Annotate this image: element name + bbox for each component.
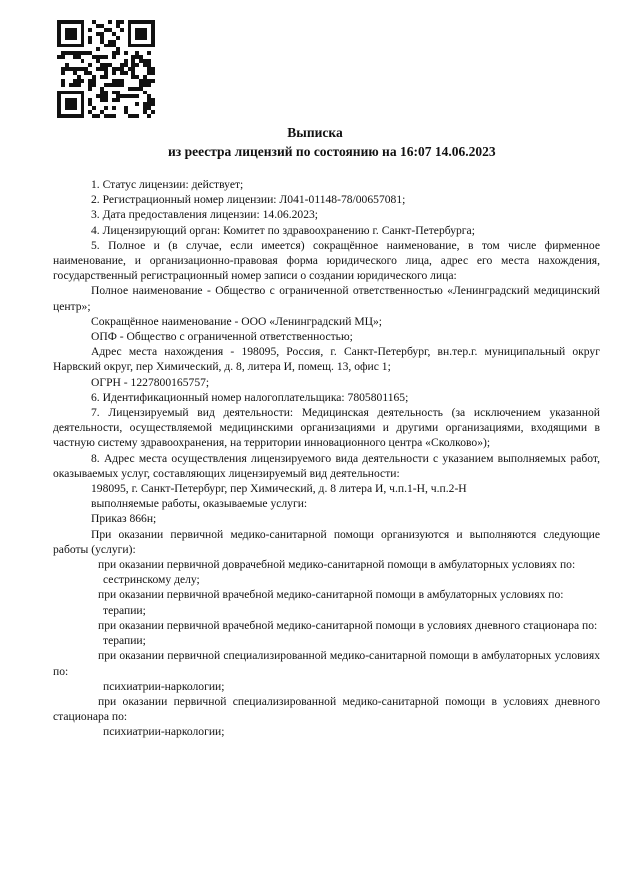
service-group-specialized-day-hospital: при оказании первичной специализированной медико-санитарной помощи в условиях дневного стационара по: bbox=[53, 694, 600, 724]
service-group-day-hospital: при оказании первичной врачебной медико-санитарной помощи в условиях дневного стационара по: bbox=[98, 618, 598, 632]
service-group-outpatient: при оказании первичной врачебной медико-санитарной помощи в амбулаторных условиях по: bbox=[98, 588, 564, 602]
activity-address: 198095, г. Санкт-Петербург, пер Химический, д. 8 литера И, ч.п.1-Н, ч.п.2-Н bbox=[91, 482, 467, 496]
item-registration-number: 2. Регистрационный номер лицензии: Л041-01148-78/00657081; bbox=[91, 193, 406, 207]
service-group-prehospital: при оказании первичной доврачебной медико-санитарной помощи в амбулаторных условиях по: bbox=[98, 558, 576, 572]
service-item-narcology: психиатрии-наркологии; bbox=[103, 679, 225, 693]
service-item-nursing: сестринскому делу; bbox=[103, 573, 200, 587]
service-item-therapy-day: терапии; bbox=[103, 634, 146, 648]
document-body bbox=[53, 177, 600, 740]
item-legal-entity-header: 5. Полное и (в случае, если имеется) сокращённое наименование, в том числе фирменное наименование, и организационно-правовая форма юридического лица, адрес его места нахождения, государственный регистрационный номер записи о создании юридического лица: bbox=[53, 238, 600, 283]
item-licensing-authority: 4. Лицензирующий орган: Комитет по здравоохранению г. Санкт-Петербурга; bbox=[91, 223, 475, 237]
service-group-specialized-outpatient: при оказании первичной специализированной медико-санитарной помощи в амбулаторных условиях по: bbox=[53, 649, 600, 678]
short-name: Сокращённое наименование - ООО «Ленинградский МЦ»; bbox=[91, 314, 383, 328]
item-activity-address-header: 8. Адрес места осуществления лицензируемого вида деятельности с указанием выполняемых работ, оказываемых услуг, составляющих лицензируемый вид деятельности: bbox=[53, 451, 600, 480]
document-title: Выписка bbox=[287, 125, 343, 140]
legal-address: Адрес места нахождения - 198095, Россия, г. Санкт-Петербург, вн.тер.г. муниципальный округ Нарвский округ, пер Химический, д. 8, литера И, помещ. 13, офис 1; bbox=[53, 345, 600, 374]
service-item-therapy: терапии; bbox=[103, 603, 146, 617]
qr-code bbox=[57, 20, 155, 118]
full-name: Полное наименование - Общество с ограниченной ответственностью «Ленинградский медицинский центр»; bbox=[53, 284, 600, 313]
item-license-date: 3. Дата предоставления лицензии: 14.06.2023; bbox=[91, 208, 319, 222]
document-subtitle: из реестра лицензий по состоянию на 16:07 14.06.2023 bbox=[168, 144, 496, 159]
item-activity-type: 7. Лицензируемый вид деятельности: Медицинская деятельность (за исключением указанной деятельности, осуществляемой медицинскими организациями и другими организациями, входящими в частную систему здравоохранения, на территории инновационного центра «Сколково»); bbox=[53, 406, 600, 450]
service-item-narcology-day: психиатрии-наркологии; bbox=[103, 725, 225, 739]
item-inn: 6. Идентификационный номер налогоплательщика: 7805801165; bbox=[91, 390, 409, 404]
ogrn: ОГРН - 1227800165757; bbox=[91, 375, 210, 389]
item-license-status: 1. Статус лицензии: действует; bbox=[91, 178, 244, 191]
order-reference: Приказ 866н; bbox=[91, 512, 157, 526]
works-services-label: выполняемые работы, оказываемые услуги: bbox=[91, 497, 308, 511]
legal-form: ОПФ - Общество с ограниченной ответственностью; bbox=[91, 330, 353, 344]
primary-care-intro: При оказании первичной медико-санитарной помощи организуются и выполняются следующие работы (услуги): bbox=[53, 527, 600, 556]
